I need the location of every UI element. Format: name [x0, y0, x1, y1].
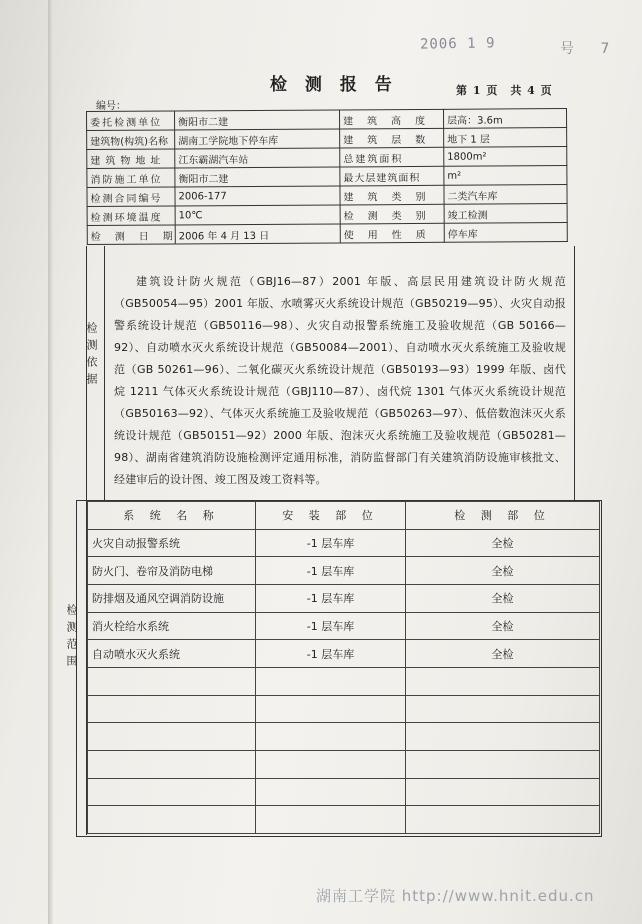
system-name: 防排烟及通风空调消防设施: [88, 584, 256, 612]
empty-cell: [256, 695, 406, 723]
basis-text: 建筑设计防火规范（GBJ16—87）2001 年版、高层民用建筑设计防火规范（GB50054—95）2001 年版、水喷雾灭火系统设计规范（GB50219—95）、火灾自动报警系统设计规范（GB50116—98）、火灾自动报警系统施工及验收规范（GB 50166—92）、自动喷水灭火系统设计规范（GB50084—2001）、自动喷水灭火系统施工及验收规范（GB 50261—96）、二氧化碳灭火系统设计规范（GB50193—93）1999 年版、卤代烷 1211 气体灭火系统设计规范（GBJ110—87）、卤代烷 1301 气体灭火系统设计规范（GB50163—92）、气体灭火系统施工及验收规范（GB50263—97）、低倍数泡沫灭火系统设计规范（GB50151—92）2000 年版、泡沫灭火系统施工及验收规范（GB50281—98）、湖南省建筑消防设施检测评定通用标准，消防监督部门有关建筑消防设施审核批文、经建审后的设计图、竣工图及竣工资料等。: [114, 275, 566, 486]
scope-row-empty: [88, 750, 600, 778]
scope-row-empty: [88, 806, 600, 834]
info-label: 消防施工单位: [87, 168, 175, 188]
info-value: 2006-177: [175, 186, 340, 206]
empty-cell: [88, 750, 256, 778]
info-label: 建筑物(构筑)名称: [87, 130, 175, 150]
info-value: 衡阳市二建: [175, 167, 340, 187]
info-label: 检 测 日 期: [87, 225, 175, 245]
check-scope: 全检: [406, 557, 600, 585]
stamp-suffix: [560, 38, 609, 58]
info-label: 检 测 类 别: [340, 204, 444, 224]
system-name: 火灾自动报警系统: [88, 529, 256, 557]
info-label: 委托检测单位: [87, 111, 175, 131]
info-value: 江东霸湖汽车站: [175, 148, 340, 168]
info-label: 建 筑 类 别: [340, 185, 444, 205]
info-value: 二类汽车库: [444, 185, 567, 205]
info-label: 建筑物地址: [87, 149, 175, 169]
info-label: 使 用 性 质: [340, 223, 444, 243]
install-location: -1 层车库: [256, 529, 406, 557]
scope-row-empty: [88, 695, 600, 723]
report-title: 检 测 报 告: [270, 75, 398, 95]
basis-divider: [104, 246, 105, 501]
empty-cell: [256, 723, 406, 751]
page-indicator: 第 1 页 共 4 页: [456, 84, 553, 97]
check-scope: 全检: [406, 584, 600, 612]
empty-cell: [256, 750, 406, 778]
empty-cell: [88, 723, 256, 751]
scope-header-row: [88, 502, 600, 530]
scope-header-cell: 检 测 部 位: [406, 502, 600, 530]
install-location: -1 层车库: [256, 557, 406, 585]
basis-section-label: 检测依据: [85, 322, 98, 390]
project-info-table: [86, 108, 568, 245]
empty-cell: [88, 806, 256, 834]
info-value: 竣工检测: [444, 204, 567, 224]
empty-cell: [406, 667, 600, 695]
site-watermark: 湖南工学院 http://www.hnit.edu.cn: [316, 887, 595, 905]
info-label: 最大层建筑面积: [340, 166, 444, 186]
empty-cell: [406, 723, 600, 751]
scope-row-empty: [88, 723, 600, 751]
info-label: 建 筑 层 数: [340, 128, 444, 148]
scope-row: [88, 529, 600, 557]
info-value: 10℃: [175, 205, 340, 225]
empty-cell: [406, 750, 600, 778]
system-name: 消火栓给水系统: [88, 612, 256, 640]
install-location: -1 层车库: [256, 584, 406, 612]
empty-cell: [88, 667, 256, 695]
check-scope: 全检: [406, 529, 600, 557]
check-scope: 全检: [406, 640, 600, 668]
scope-table: [87, 501, 600, 834]
date-stamp: 2006 1 9: [419, 35, 496, 53]
scope-row: [88, 557, 600, 585]
report-number-label: 编号：: [96, 101, 126, 112]
scope-row: [88, 584, 600, 612]
check-scope: 全检: [406, 612, 600, 640]
stamp-mark: 7: [600, 41, 610, 57]
scope-header-cell: 安 装 部 位: [256, 502, 406, 530]
info-value: 衡阳市二建: [175, 110, 340, 130]
stamp-suffix-text: 号: [560, 41, 574, 57]
info-label: 检测环境温度: [87, 206, 175, 226]
system-name: 自动喷水灭火系统: [88, 640, 256, 668]
system-name: 防火门、卷帘及消防电梯: [88, 557, 256, 585]
info-value: 地下 1 层: [444, 128, 567, 148]
empty-cell: [88, 695, 256, 723]
scope-row-empty: [88, 667, 600, 695]
binding-edge: [48, 0, 53, 924]
info-value: 停车库: [444, 223, 567, 243]
info-label: 检测合同编号: [87, 187, 175, 207]
empty-cell: [88, 778, 256, 806]
empty-cell: [256, 778, 406, 806]
info-label: 建 筑 高 度: [339, 109, 443, 129]
scope-header-cell: 系 统 名 称: [88, 502, 256, 530]
empty-cell: [406, 695, 600, 723]
info-value: m²: [444, 166, 567, 186]
info-value: 层高：3.6m: [443, 109, 566, 129]
empty-cell: [256, 806, 406, 834]
scope-section-label: 检测范围: [65, 604, 78, 672]
scope-row: [88, 612, 600, 640]
info-value: 湖南工学院地下停车库: [175, 129, 340, 149]
info-label: 总建筑面积: [340, 147, 444, 167]
scope-row-empty: [88, 778, 600, 806]
info-value: 1800m²: [444, 147, 567, 167]
install-location: -1 层车库: [256, 640, 406, 668]
empty-cell: [256, 667, 406, 695]
info-row: [87, 223, 567, 245]
install-location: -1 层车库: [256, 612, 406, 640]
empty-cell: [406, 806, 600, 834]
empty-cell: [406, 778, 600, 806]
info-value: 2006 年 4 月 13 日: [175, 224, 340, 244]
scope-row: [88, 640, 600, 668]
